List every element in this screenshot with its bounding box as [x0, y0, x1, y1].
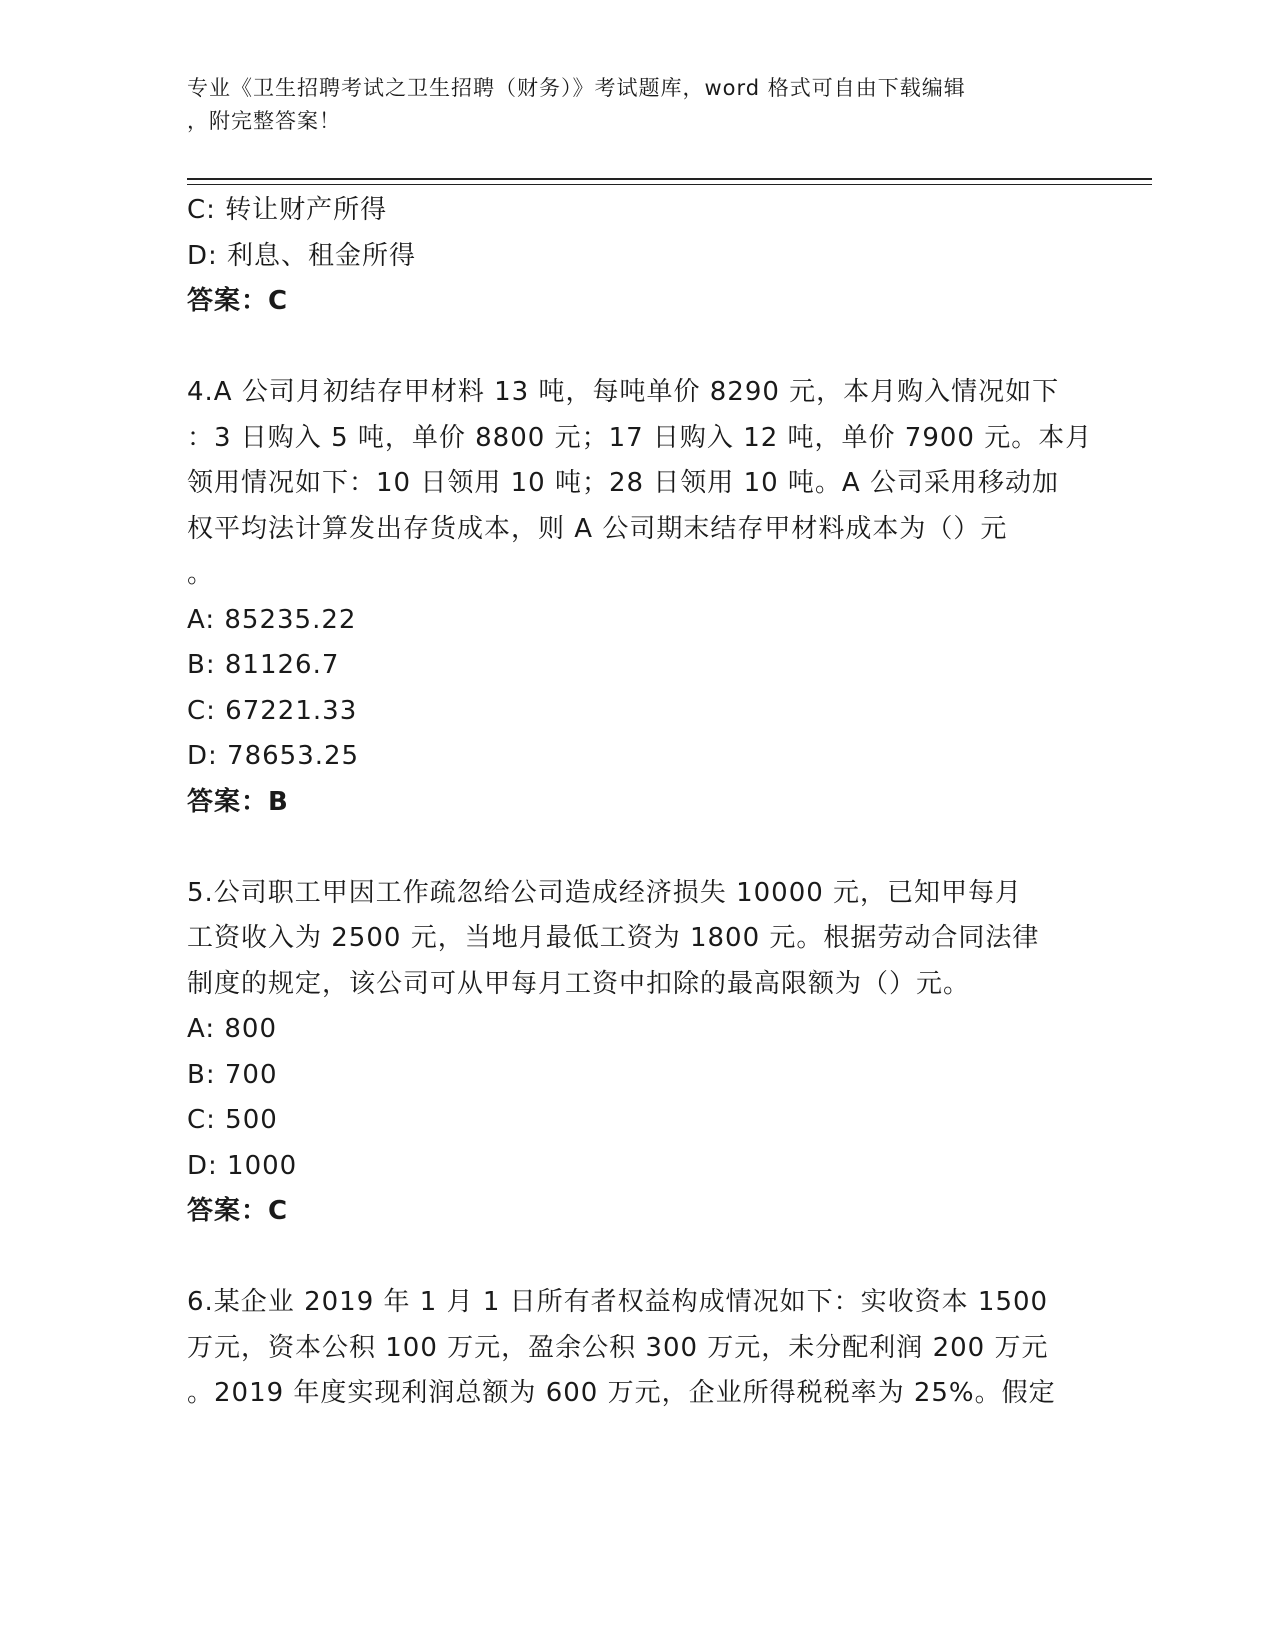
- question-content: [187, 188, 1093, 1417]
- answer-line: 答案：B: [187, 786, 289, 817]
- question-text-line: 工资收入为 2500 元，当地月最低工资为 1800 元。根据劳动合同法律: [187, 923, 1040, 953]
- question-text-line: 6.某企业 2019 年 1 月 1 日所有者权益构成情况如下：实收资本 1500: [187, 1287, 1049, 1317]
- header-line-2: ，附完整答案！: [187, 109, 341, 133]
- spacer: [187, 825, 1067, 871]
- question-text-line: 万元，资本公积 100 万元，盈余公积 300 万元，未分配利润 200 万元: [187, 1332, 1049, 1363]
- header-divider-thick: [187, 178, 1152, 180]
- answer-line: 答案：C: [187, 286, 289, 316]
- option-a: A: 85235.22: [187, 604, 357, 635]
- option-d: D: 1000: [187, 1150, 298, 1181]
- question-text-line: ：3 日购入 5 吨，单价 8800 元；17 日购入 12 吨，单价 7900 元。本月: [187, 422, 1093, 453]
- question-text-line: 制度的规定，该公司可从甲每月工资中扣除的最高限额为（）元。: [187, 968, 971, 999]
- option-b: B: 700: [187, 1059, 278, 1090]
- question-text-line: 领用情况如下：10 日领用 10 吨；28 日领用 10 吨。A 公司采用移动加: [187, 468, 1059, 498]
- option-d: D: 利息、租金所得: [187, 240, 417, 271]
- spacer: [187, 1235, 1067, 1281]
- option-c: C: 500: [187, 1105, 278, 1135]
- option-c: C: 转让财产所得: [187, 195, 388, 225]
- question-3-tail: [187, 188, 1067, 325]
- question-4: [187, 370, 1093, 825]
- question-text-line: 。: [187, 559, 215, 589]
- option-c: C: 67221.33: [187, 695, 358, 726]
- answer-line: 答案：C: [187, 1196, 289, 1226]
- option-d: D: 78653.25: [187, 741, 360, 771]
- question-text-line: 权平均法计算发出存货成本，则 A 公司期末结存甲材料成本为（）元: [187, 513, 1008, 544]
- header-line-1: 专业《卫生招聘考试之卫生招聘（财务）》考试题库，word 格式可自由下载编辑: [187, 76, 966, 100]
- question-text-line: 。2019 年度实现利润总额为 600 万元，企业所得税税率为 25%。假定: [187, 1378, 1056, 1408]
- question-5: [187, 871, 1067, 1235]
- spacer: [187, 325, 1067, 371]
- page-header: [187, 72, 1067, 138]
- option-a: A: 800: [187, 1014, 277, 1044]
- question-text-line: 4.A 公司月初结存甲材料 13 吨，每吨单价 8290 元，本月购入情况如下: [187, 377, 1060, 407]
- option-b: B: 81126.7: [187, 650, 340, 680]
- header-divider-thin: [187, 184, 1152, 185]
- question-6: [187, 1280, 1067, 1417]
- question-text-line: 5.公司职工甲因工作疏忽给公司造成经济损失 10000 元，已知甲每月: [187, 877, 1023, 908]
